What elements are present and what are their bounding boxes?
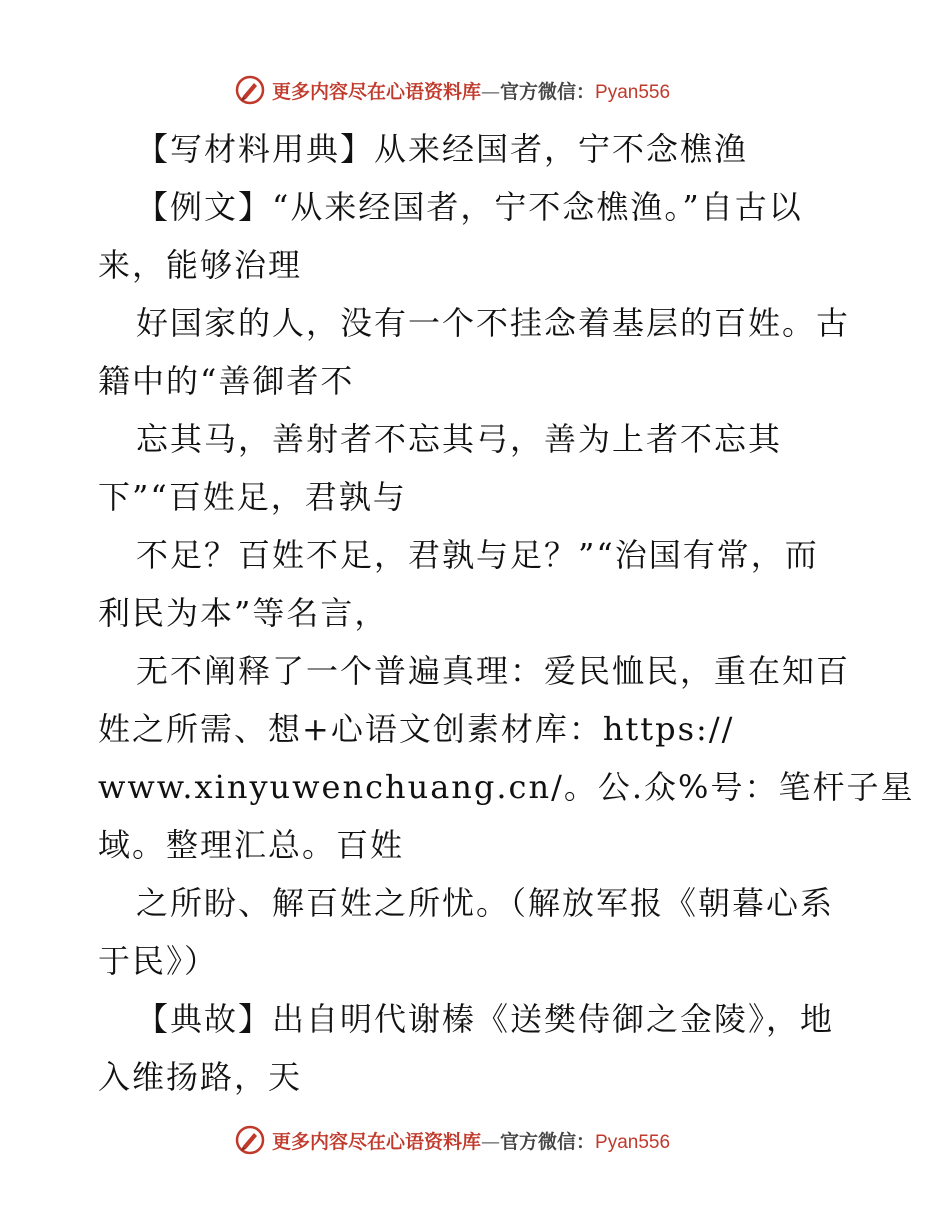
watermark-label: 官方微信：	[500, 1130, 596, 1153]
watermark-separator: —	[481, 80, 501, 103]
watermark-brand: 更多内容尽在心语资料库	[272, 1130, 482, 1153]
text-line: 无不阐释了一个普遍真理：爱民恤民，重在知百	[136, 652, 851, 690]
text-line: 下”“百姓足，君孰与	[98, 478, 407, 516]
watermark-wechat-id: Pyan556	[595, 81, 671, 103]
footer-watermark	[234, 1123, 670, 1157]
watermark-text	[272, 1127, 670, 1154]
text-line: 【典故】出自明代谢榛《送樊侍御之金陵》，地	[136, 1000, 835, 1038]
text-line: 域。整理汇总。百姓	[98, 826, 405, 864]
text-line: 【例文】“从来经国者，宁不念樵渔。”自古以	[136, 188, 803, 226]
text-line: 入维扬路，天	[98, 1058, 303, 1096]
text-line: 忘其马，善射者不忘其弓，善为上者不忘其	[136, 420, 783, 458]
watermark-label: 官方微信：	[500, 80, 596, 103]
pen-logo-icon	[234, 1124, 266, 1156]
pen-logo-icon	[234, 74, 266, 106]
watermark-brand: 更多内容尽在心语资料库	[272, 80, 482, 103]
watermark-wechat-id: Pyan556	[595, 1131, 671, 1153]
text-line: 姓之所需、想+心语文创素材库：https://	[98, 710, 735, 748]
body-text	[98, 120, 915, 1106]
text-line: 于民》）	[98, 942, 219, 980]
text-line: 之所盼、解百姓之所忧。（解放军报《朝暮心系	[136, 884, 835, 922]
text-line: 不足？百姓不足，君孰与足？”“治国有常，而	[136, 536, 819, 574]
header-watermark	[234, 73, 670, 107]
watermark-separator: —	[481, 1130, 501, 1153]
text-line: 籍中的“善御者不	[98, 362, 355, 400]
text-line: 来，能够治理	[98, 246, 303, 284]
text-line: 利民为本”等名言，	[98, 594, 389, 632]
watermark-text	[272, 77, 670, 104]
text-line: 好国家的人，没有一个不挂念着基层的百姓。古	[136, 304, 851, 342]
text-line: 【写材料用典】从来经国者，宁不念樵渔	[136, 130, 749, 168]
text-line: www.xinyuwenchuang.cn/。公.众%号：笔杆子星	[98, 768, 915, 806]
